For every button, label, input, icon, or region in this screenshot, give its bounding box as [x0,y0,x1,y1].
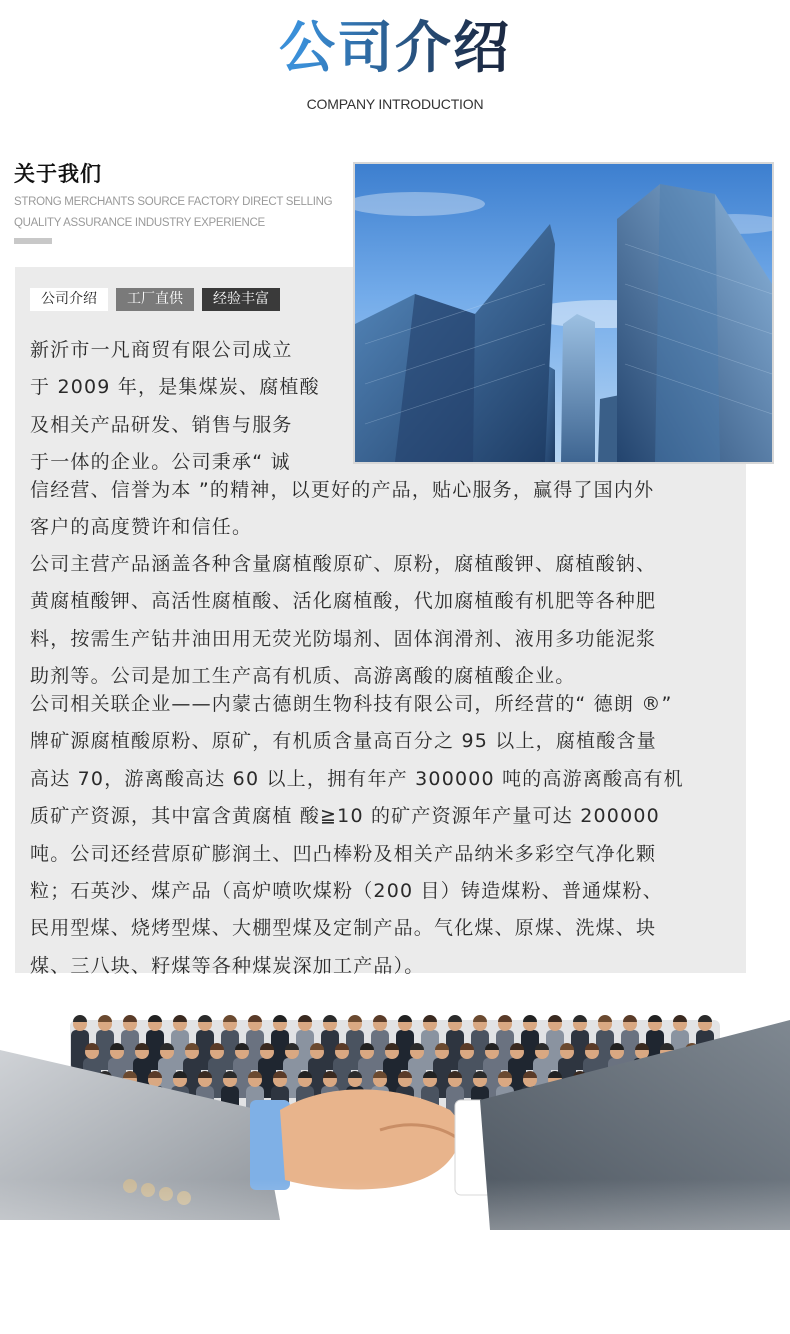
text-line: 助剂等。公司是加工生产高有机质、高游离酸的腐植酸企业。 [30,665,576,688]
section-accent-bar [14,238,52,244]
affiliate-paragraph [30,686,730,985]
caption-line: QUALITY ASSURANCE INDUSTRY EXPERIENCE [14,217,265,229]
page-title: 公司介绍 [0,14,790,84]
tag-row [30,288,280,311]
text-line: 公司相关联企业——内蒙古德朗生物科技有限公司，所经营的“ 德朗 ®” [30,693,673,715]
tag-company-intro: 公司介绍 [30,288,108,311]
text-line: 煤、三八块、籽煤等各种煤炭深加工产品）。 [30,954,425,977]
text-line: 民用型煤、烧烤型煤、大棚型煤及定制产品。气化煤、原煤、洗煤、块 [30,917,657,940]
page-subtitle: COMPANY INTRODUCTION [306,96,484,112]
section-title: 关于我们 [14,162,102,186]
handshake-crowd-photo [0,990,790,1334]
text-line: 粒；石英沙、煤产品（高炉喷吹煤粉（200 目）铸造煤粉、普通煤粉、 [30,880,663,903]
caption-line: STRONG MERCHANTS SOURCE FACTORY DIRECT SELLING [14,196,333,208]
text-line: 黄腐植酸钾、高活性腐植酸、活化腐植酸，代加腐植酸有机肥等各种肥 [30,590,657,613]
text-line: 于 2009 年，是集煤炭、腐植酸 [30,376,320,399]
text-line: 公司主营产品涵盖各种含量腐植酸原矿、原粉，腐植酸钾、腐植酸钠、 [30,553,657,575]
handshake-illustration [0,990,790,1334]
text-line: 质矿产资源，其中富含黄腐植 酸≧10 的矿产资源年产量可达 200000 [30,805,660,828]
tag-factory-direct: 工厂直供 [116,288,194,311]
text-line: 客户的高度赞许和信任。 [30,516,253,539]
section-english-caption [14,192,344,234]
text-line: 吨。公司还经营原矿膨润土、凹凸棒粉及相关产品纳米多彩空气净化颗 [30,842,657,865]
text-line: 及相关产品研发、销售与服务 [30,413,293,436]
skyscrapers-photo [353,162,774,464]
text-line: 信经营、信誉为本 ”的精神，以更好的产品，贴心服务，赢得了国内外 [30,479,655,501]
intro-paragraph-continued [30,472,730,547]
text-line: 牌矿源腐植酸原粉、原矿，有机质含量高百分之 95 以上，腐植酸含量 [30,730,657,753]
products-paragraph [30,546,730,696]
text-line: 于一体的企业。公司秉承“ 诚 [30,451,291,474]
text-line: 新沂市一凡商贸有限公司成立 [30,339,293,361]
tag-experienced: 经验丰富 [202,288,280,311]
text-line: 高达 70，游离酸高达 60 以上，拥有年产 300000 吨的高游离酸高有机 [30,767,684,790]
text-line: 料，按需生产钻井油田用无荧光防塌剂、固体润滑剂、液用多功能泥浆 [30,627,657,650]
skyscrapers-illustration [355,164,772,462]
intro-paragraph [30,332,330,482]
